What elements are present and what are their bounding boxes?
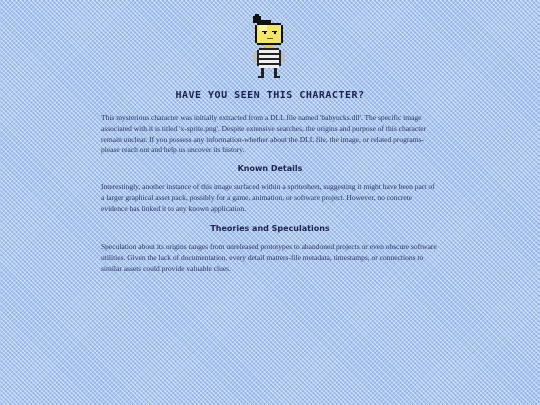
theories-heading: Theories and Speculations [210, 224, 330, 233]
known-details-heading: Known Details [237, 164, 303, 173]
page-title: HAVE YOU SEEN THIS CHARACTER? [175, 90, 365, 101]
intro-paragraph: This mysterious character was initially extracted from a DLL file named 'babyucks.dll'. The specific image associated with it is titled 'x-sprite.png'. Despite extensive searches, the origins and purpose of this character remain unclear. If you possess any information-whether about the DLL file, the image, or related programs-please reach out and help us uncover its history. [101, 113, 427, 155]
theories-paragraph: Speculation about its origins ranges from unreleased prototypes to abandoned projects or even obscure software utilities. Given the lack of documentation, every detail matters-file metadata, timestamps, or connections to similar assets could provide valuable clues. [101, 242, 437, 273]
character-sprite-icon [245, 14, 293, 80]
known-details-paragraph: Interestingly, another instance of this image surfaced within a spritesheet, suggesting it might have been part of a larger graphical asset pack, possibly for a game, animation, or software project. However, no concrete evidence has linked it to any known application. [101, 182, 435, 213]
